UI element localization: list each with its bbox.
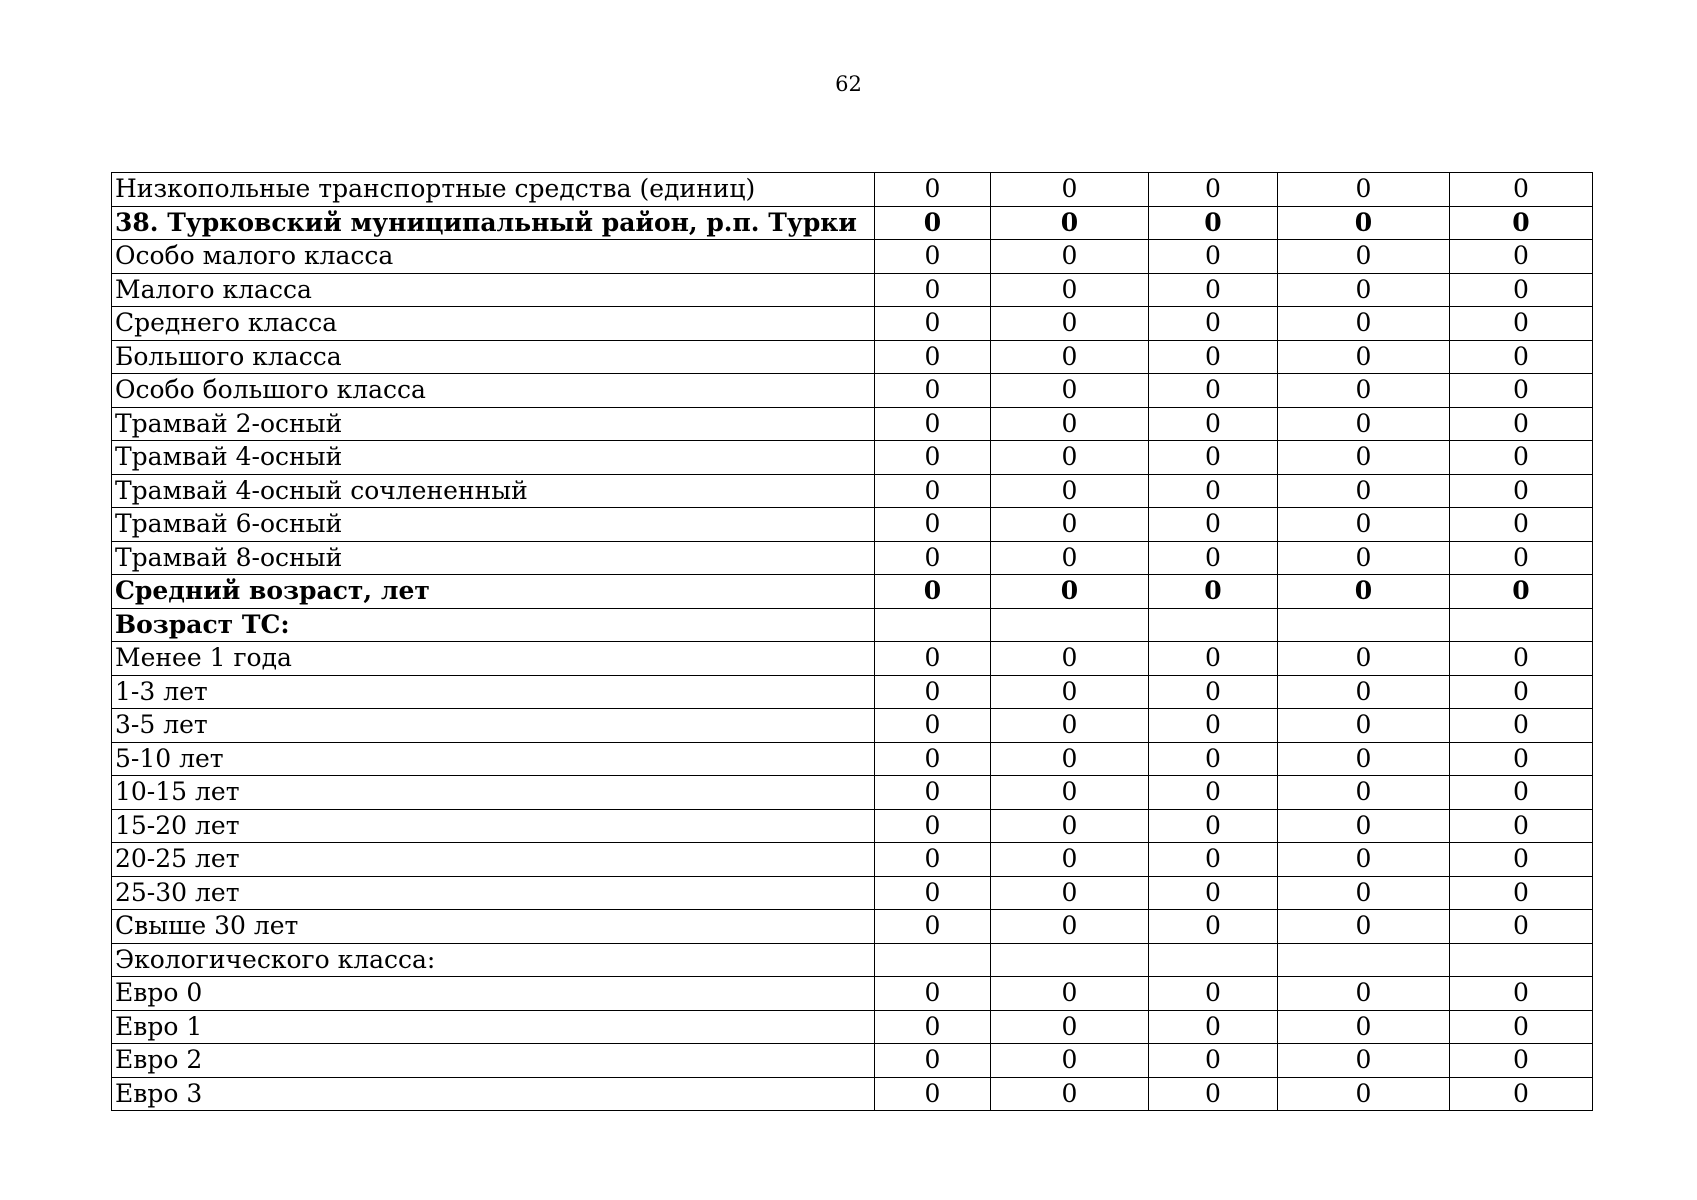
- value-cell: 0: [875, 307, 991, 341]
- value-cell: 0: [1450, 1044, 1593, 1078]
- value-cell: 0: [991, 307, 1149, 341]
- row-label: 1-3 лет: [112, 675, 875, 709]
- row-label: Экологического класса:: [112, 943, 875, 977]
- value-cell: 0: [1450, 843, 1593, 877]
- value-cell: 0: [1149, 876, 1278, 910]
- value-cell: 0: [1149, 240, 1278, 274]
- value-cell: 0: [875, 843, 991, 877]
- value-cell: 0: [991, 809, 1149, 843]
- value-cell: 0: [1149, 910, 1278, 944]
- table-row: [112, 307, 1593, 341]
- value-cell: 0: [875, 474, 991, 508]
- table-row: [112, 843, 1593, 877]
- value-cell: [1149, 943, 1278, 977]
- value-cell: [991, 608, 1149, 642]
- table-row: [112, 943, 1593, 977]
- value-cell: 0: [991, 742, 1149, 776]
- row-label: Возраст ТС:: [112, 608, 875, 642]
- value-cell: 0: [1450, 340, 1593, 374]
- value-cell: 0: [1149, 575, 1278, 609]
- row-label: Менее 1 года: [112, 642, 875, 676]
- value-cell: 0: [1278, 1044, 1450, 1078]
- value-cell: 0: [1278, 206, 1450, 240]
- value-cell: 0: [875, 441, 991, 475]
- table-row: [112, 173, 1593, 207]
- row-label: Особо большого класса: [112, 374, 875, 408]
- table-row: [112, 1077, 1593, 1111]
- value-cell: 0: [1278, 709, 1450, 743]
- row-label: Средний возраст, лет: [112, 575, 875, 609]
- value-cell: 0: [1450, 709, 1593, 743]
- row-label: 38. Турковский муниципальный район, р.п. Турки: [112, 206, 875, 240]
- value-cell: 0: [1149, 776, 1278, 810]
- row-label: Евро 3: [112, 1077, 875, 1111]
- value-cell: 0: [875, 407, 991, 441]
- value-cell: 0: [875, 206, 991, 240]
- value-cell: 0: [991, 709, 1149, 743]
- value-cell: 0: [991, 173, 1149, 207]
- value-cell: 0: [1450, 910, 1593, 944]
- value-cell: 0: [1278, 1010, 1450, 1044]
- value-cell: 0: [1278, 776, 1450, 810]
- row-label: Трамвай 4-осный: [112, 441, 875, 475]
- value-cell: 0: [1450, 374, 1593, 408]
- value-cell: 0: [875, 1044, 991, 1078]
- value-cell: 0: [1278, 1077, 1450, 1111]
- value-cell: [875, 943, 991, 977]
- value-cell: 0: [1450, 173, 1593, 207]
- value-cell: 0: [1450, 407, 1593, 441]
- row-label: Трамвай 8-осный: [112, 541, 875, 575]
- value-cell: 0: [1149, 1077, 1278, 1111]
- value-cell: 0: [875, 876, 991, 910]
- value-cell: 0: [875, 809, 991, 843]
- table-row: [112, 374, 1593, 408]
- value-cell: 0: [1450, 474, 1593, 508]
- value-cell: 0: [1149, 977, 1278, 1011]
- table-row: [112, 977, 1593, 1011]
- value-cell: 0: [875, 776, 991, 810]
- value-cell: 0: [1149, 273, 1278, 307]
- value-cell: 0: [1450, 273, 1593, 307]
- value-cell: 0: [875, 240, 991, 274]
- value-cell: 0: [991, 340, 1149, 374]
- value-cell: 0: [875, 374, 991, 408]
- table-row: [112, 1044, 1593, 1078]
- row-label: 5-10 лет: [112, 742, 875, 776]
- value-cell: 0: [1149, 742, 1278, 776]
- table-row: [112, 876, 1593, 910]
- value-cell: 0: [1278, 809, 1450, 843]
- value-cell: 0: [1450, 642, 1593, 676]
- table-row: [112, 240, 1593, 274]
- value-cell: 0: [875, 273, 991, 307]
- row-label: Большого класса: [112, 340, 875, 374]
- value-cell: 0: [991, 1044, 1149, 1078]
- data-table-body: [112, 173, 1593, 1111]
- value-cell: 0: [875, 742, 991, 776]
- value-cell: 0: [991, 843, 1149, 877]
- row-label: Свыше 30 лет: [112, 910, 875, 944]
- value-cell: 0: [1149, 340, 1278, 374]
- value-cell: 0: [875, 340, 991, 374]
- value-cell: 0: [1149, 173, 1278, 207]
- row-label: 25-30 лет: [112, 876, 875, 910]
- value-cell: 0: [1450, 1010, 1593, 1044]
- table-row: [112, 675, 1593, 709]
- value-cell: 0: [875, 910, 991, 944]
- row-label: 20-25 лет: [112, 843, 875, 877]
- value-cell: 0: [1149, 843, 1278, 877]
- value-cell: 0: [1149, 307, 1278, 341]
- value-cell: 0: [1149, 541, 1278, 575]
- value-cell: [1278, 943, 1450, 977]
- value-cell: 0: [875, 508, 991, 542]
- value-cell: 0: [1149, 474, 1278, 508]
- value-cell: 0: [991, 977, 1149, 1011]
- table-row: [112, 575, 1593, 609]
- row-label: Особо малого класса: [112, 240, 875, 274]
- value-cell: 0: [1149, 1010, 1278, 1044]
- value-cell: 0: [1278, 977, 1450, 1011]
- value-cell: 0: [1450, 776, 1593, 810]
- value-cell: 0: [1278, 910, 1450, 944]
- table-row: [112, 541, 1593, 575]
- value-cell: 0: [1149, 508, 1278, 542]
- value-cell: 0: [1149, 709, 1278, 743]
- value-cell: [1149, 608, 1278, 642]
- value-cell: [1278, 608, 1450, 642]
- value-cell: 0: [991, 1010, 1149, 1044]
- table-row: [112, 742, 1593, 776]
- value-cell: 0: [875, 977, 991, 1011]
- row-label: Трамвай 2-осный: [112, 407, 875, 441]
- value-cell: 0: [1149, 374, 1278, 408]
- value-cell: 0: [1278, 340, 1450, 374]
- value-cell: 0: [1450, 675, 1593, 709]
- value-cell: 0: [1450, 508, 1593, 542]
- value-cell: [1450, 943, 1593, 977]
- value-cell: 0: [875, 575, 991, 609]
- value-cell: 0: [1149, 441, 1278, 475]
- value-cell: 0: [991, 776, 1149, 810]
- table-row: [112, 340, 1593, 374]
- value-cell: 0: [1149, 206, 1278, 240]
- table-row: [112, 642, 1593, 676]
- value-cell: 0: [1278, 441, 1450, 475]
- value-cell: 0: [1450, 307, 1593, 341]
- table-row: [112, 474, 1593, 508]
- value-cell: 0: [991, 407, 1149, 441]
- value-cell: 0: [875, 1010, 991, 1044]
- value-cell: 0: [875, 1077, 991, 1111]
- table-row: [112, 608, 1593, 642]
- row-label: Трамвай 4-осный сочлененный: [112, 474, 875, 508]
- value-cell: 0: [991, 441, 1149, 475]
- value-cell: 0: [1450, 809, 1593, 843]
- table-row: [112, 206, 1593, 240]
- value-cell: 0: [991, 474, 1149, 508]
- value-cell: 0: [991, 541, 1149, 575]
- value-cell: 0: [1278, 374, 1450, 408]
- value-cell: 0: [1450, 876, 1593, 910]
- value-cell: 0: [991, 374, 1149, 408]
- table-row: [112, 910, 1593, 944]
- row-label: 10-15 лет: [112, 776, 875, 810]
- value-cell: 0: [875, 173, 991, 207]
- value-cell: 0: [875, 675, 991, 709]
- value-cell: 0: [1278, 642, 1450, 676]
- value-cell: 0: [991, 206, 1149, 240]
- row-label: Евро 2: [112, 1044, 875, 1078]
- value-cell: 0: [1149, 642, 1278, 676]
- value-cell: 0: [1278, 541, 1450, 575]
- value-cell: 0: [1278, 742, 1450, 776]
- value-cell: 0: [1278, 407, 1450, 441]
- row-label: Среднего класса: [112, 307, 875, 341]
- value-cell: 0: [1149, 809, 1278, 843]
- table-row: [112, 709, 1593, 743]
- value-cell: [991, 943, 1149, 977]
- value-cell: [875, 608, 991, 642]
- table-row: [112, 809, 1593, 843]
- table-row: [112, 441, 1593, 475]
- value-cell: 0: [1278, 508, 1450, 542]
- data-table: [111, 172, 1593, 1111]
- value-cell: 0: [1278, 843, 1450, 877]
- value-cell: 0: [1149, 407, 1278, 441]
- value-cell: 0: [991, 240, 1149, 274]
- value-cell: 0: [991, 273, 1149, 307]
- value-cell: 0: [1450, 441, 1593, 475]
- value-cell: 0: [1450, 1077, 1593, 1111]
- value-cell: 0: [1450, 541, 1593, 575]
- value-cell: 0: [875, 709, 991, 743]
- value-cell: 0: [1450, 977, 1593, 1011]
- page-number: 62: [835, 72, 862, 96]
- value-cell: 0: [991, 675, 1149, 709]
- row-label: Трамвай 6-осный: [112, 508, 875, 542]
- value-cell: 0: [875, 541, 991, 575]
- table-row: [112, 1010, 1593, 1044]
- row-label: Низкопольные транспортные средства (единиц): [112, 173, 875, 207]
- value-cell: 0: [1278, 240, 1450, 274]
- row-label: Евро 0: [112, 977, 875, 1011]
- value-cell: 0: [1450, 742, 1593, 776]
- value-cell: 0: [1450, 240, 1593, 274]
- value-cell: 0: [875, 642, 991, 676]
- value-cell: 0: [991, 876, 1149, 910]
- value-cell: 0: [1450, 206, 1593, 240]
- value-cell: 0: [991, 910, 1149, 944]
- value-cell: 0: [1278, 307, 1450, 341]
- row-label: Евро 1: [112, 1010, 875, 1044]
- value-cell: 0: [1278, 173, 1450, 207]
- row-label: Малого класса: [112, 273, 875, 307]
- value-cell: 0: [1278, 474, 1450, 508]
- value-cell: 0: [1149, 1044, 1278, 1078]
- table-row: [112, 776, 1593, 810]
- value-cell: 0: [1278, 876, 1450, 910]
- value-cell: 0: [991, 642, 1149, 676]
- table-row: [112, 508, 1593, 542]
- value-cell: 0: [991, 508, 1149, 542]
- value-cell: 0: [1450, 575, 1593, 609]
- table-row: [112, 407, 1593, 441]
- value-cell: 0: [1149, 675, 1278, 709]
- row-label: 3-5 лет: [112, 709, 875, 743]
- row-label: 15-20 лет: [112, 809, 875, 843]
- value-cell: 0: [1278, 575, 1450, 609]
- value-cell: 0: [1278, 675, 1450, 709]
- value-cell: [1450, 608, 1593, 642]
- value-cell: 0: [991, 1077, 1149, 1111]
- table-row: [112, 273, 1593, 307]
- value-cell: 0: [991, 575, 1149, 609]
- value-cell: 0: [1278, 273, 1450, 307]
